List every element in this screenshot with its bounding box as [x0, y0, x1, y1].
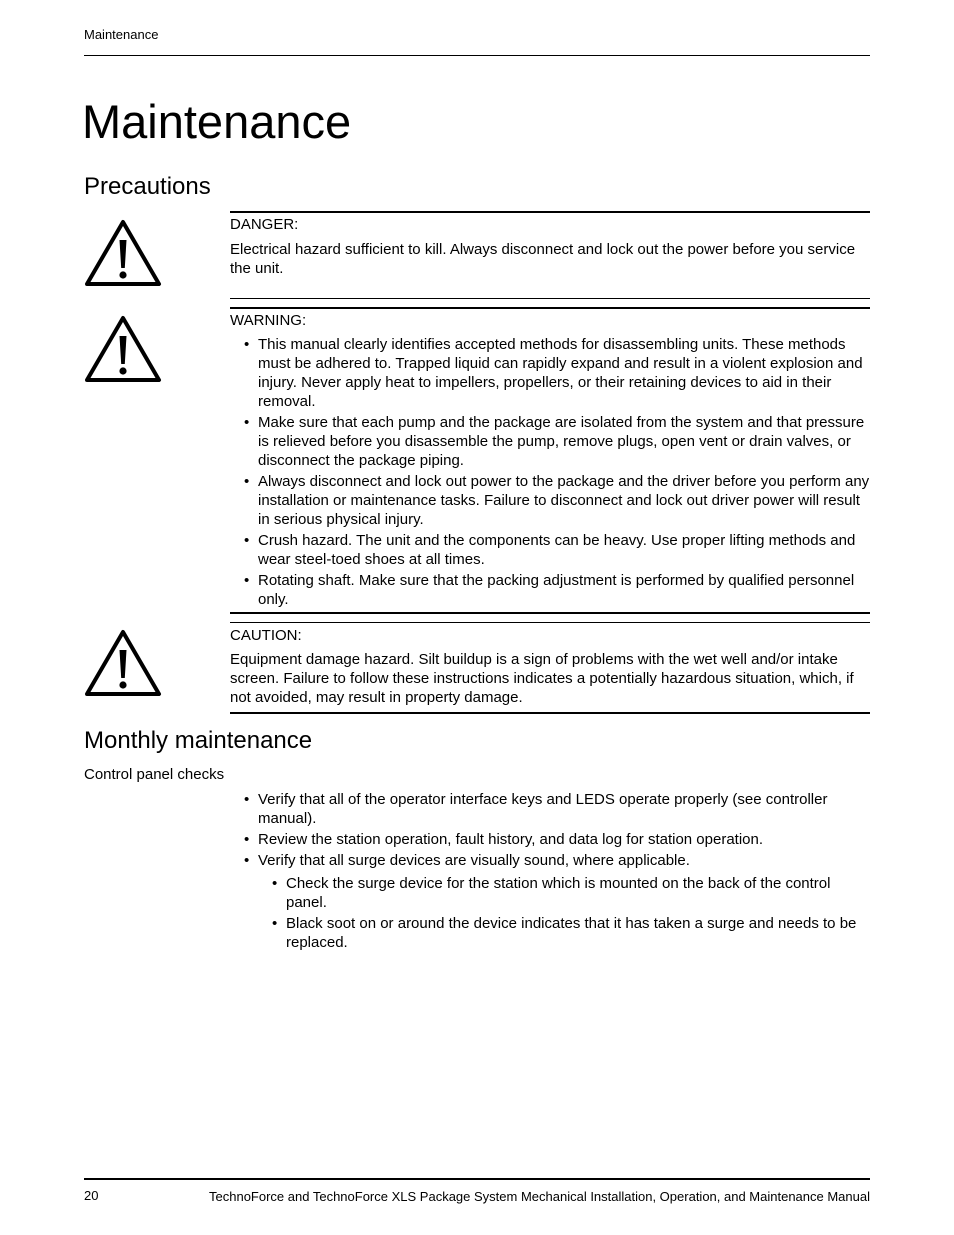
list-item: • Crush hazard. The unit and the components can be heavy. Use proper lifting methods and wear steel-toed shoes at all times.	[242, 531, 870, 569]
caution-top-rule	[230, 622, 870, 623]
list-item: • This manual clearly identifies accepted methods for disassembling units. These methods must be adhered to. Trapped liquid can rapidly expand and result in a violent explosion and injury. Never apply heat to impellers, propellers, or their retaining devices to aid in their removal.	[242, 335, 870, 411]
warning-triangle-icon	[84, 628, 162, 698]
warning-triangle-icon	[84, 314, 162, 384]
warning-list	[242, 335, 870, 611]
danger-top-rule	[230, 211, 870, 213]
page-number: 20	[84, 1188, 99, 1203]
list-item: • Verify that all surge devices are visually sound, where applicable.	[242, 851, 870, 870]
danger-bottom-rule	[230, 298, 870, 299]
running-header: Maintenance	[84, 27, 159, 42]
caution-text: Equipment damage hazard. Silt buildup is a sign of problems with the wet well and/or intake screen. Failure to follow these instructions indicates a potentially hazardous situation, which, if not avoided, may result in property damage.	[230, 651, 854, 706]
list-item: • Always disconnect and lock out power to the package and the driver before you perform any installation or maintenance tasks. Failure to disconnect and lock out driver power will result in serious physical injury.	[242, 472, 870, 529]
list-item: • Rotating shaft. Make sure that the packing adjustment is performed by qualified personnel only.	[242, 571, 870, 609]
list-item: • Black soot on or around the device indicates that it has taken a surge and needs to be replaced.	[270, 914, 870, 952]
monthly-maintenance-heading: Monthly maintenance	[84, 727, 313, 754]
warning-triangle-icon	[84, 218, 162, 288]
control-panel-checks-heading: Control panel checks	[84, 766, 225, 783]
caution-label: CAUTION:	[230, 627, 302, 644]
warning-top-rule	[230, 307, 870, 309]
monthly-checks-list	[242, 790, 870, 872]
caution-bottom-rule	[230, 712, 870, 714]
surge-device-sublist	[270, 874, 870, 954]
page-title: Maintenance	[82, 95, 352, 148]
list-item: • Review the station operation, fault history, and data log for station operation.	[242, 830, 870, 849]
danger-text: Electrical hazard sufficient to kill. Always disconnect and lock out the power before you service the unit.	[230, 241, 856, 277]
document-title: TechnoForce and TechnoForce XLS Package System Mechanical Installation, Operation, and Maintenance Manual	[209, 1189, 870, 1204]
warning-bottom-rule	[230, 612, 870, 614]
footer-divider	[84, 1178, 870, 1180]
header-divider	[84, 55, 870, 56]
precautions-heading: Precautions	[84, 173, 211, 200]
list-item: • Verify that all of the operator interface keys and LEDS operate properly (see controller manual).	[242, 790, 870, 828]
danger-label: DANGER:	[230, 216, 299, 233]
list-item: • Check the surge device for the station which is mounted on the back of the control panel.	[270, 874, 870, 912]
warning-label: WARNING:	[230, 312, 307, 329]
list-item: • Make sure that each pump and the package are isolated from the system and that pressure is relieved before you disassemble the pump, remove plugs, open vent or drain valves, or disconnect the package piping.	[242, 413, 870, 470]
